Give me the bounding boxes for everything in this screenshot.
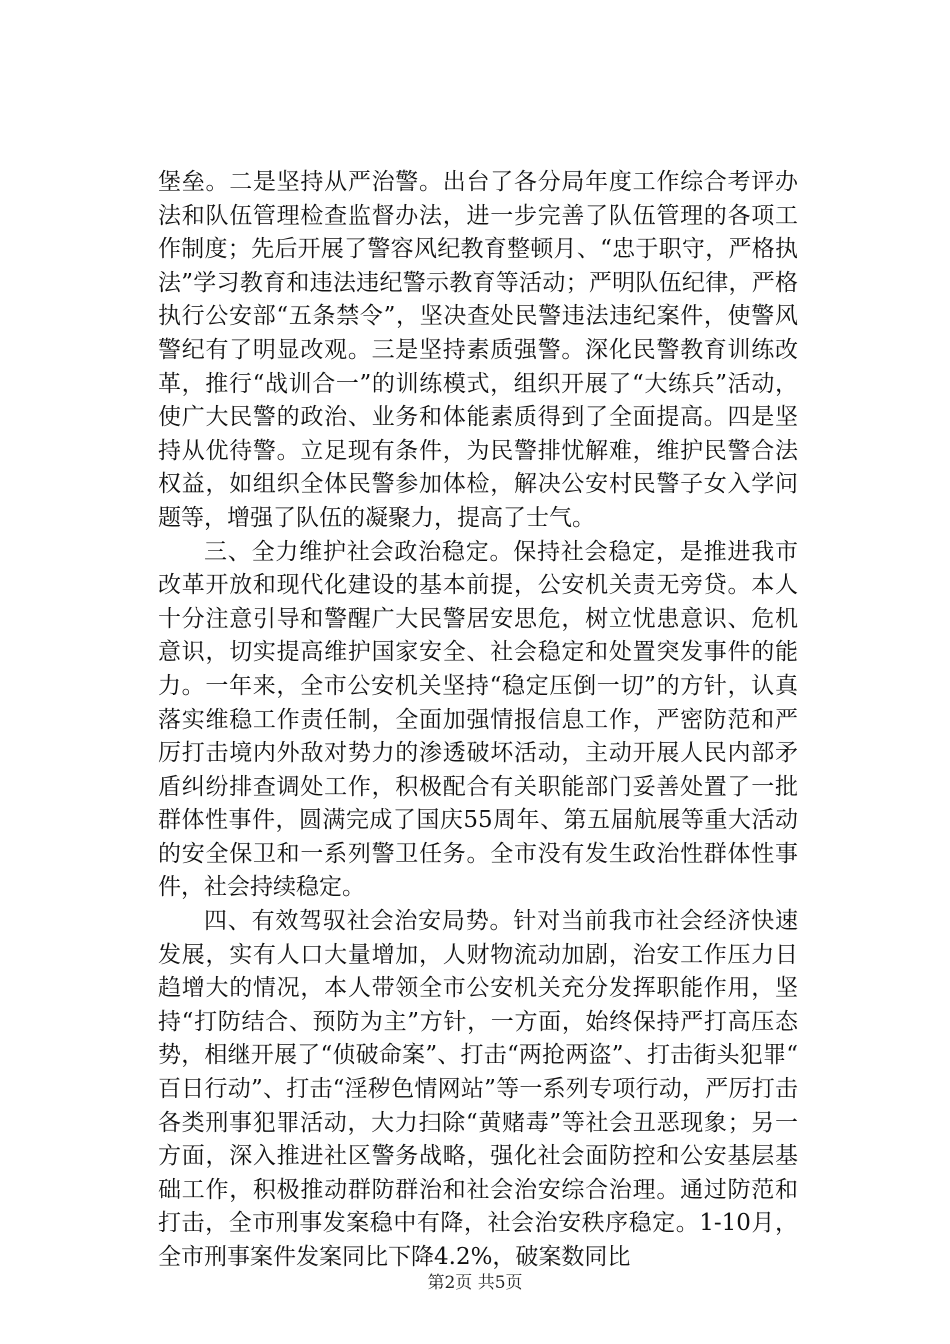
paragraph-1: 堡垒。二是坚持从严治警。出台了各分局年度工作综合考评办法和队伍管理检查监督办法，进一步完善了队伍管理的各项工作制度；先后开展了警容风纪教育整顿月、“忠于职守，严格执法”学习教育和违法违纪警示教育等活动；严明队伍纪律，严格执行公安部“五条禁令”，坚决查处民警违法违纪案件，使警风警纪有了明显改观。三是坚持素质强警。深化民警教育训练改革，推行“战训合一”的训练模式，组织开展了“大练兵”活动，使广大民警的政治、业务和体能素质得到了全面提高。四是坚持从优待警。立足现有条件，为民警排忧解难，维护民警合法权益，如组织全体民警参加体检，解决公安村民警子女入学问题等，增强了队伍的凝聚力，提高了士气。: [158, 169, 798, 531]
paragraph-2: 三、全力维护社会政治稳定。保持社会稳定，是推进我市改革开放和现代化建设的基本前提，公安机关责无旁贷。本人十分注意引导和警醒广大民警居安思危，树立忧患意识、危机意识，切实提高维护国家安全、社会稳定和处置突发事件的能力。一年来，全市公安机关坚持“稳定压倒一切”的方针，认真落实维稳工作责任制，全面加强情报信息工作，严密防范和严厉打击境内外敌对势力的渗透破坏活动，主动开展人民内部矛盾纠纷排查调处工作，积极配合有关职能部门妥善处置了一批群体性事件，圆满完成了国庆55周年、第五届航展等重大活动的安全保卫和一系列警卫任务。全市没有发生政治性群体性事件，社会持续稳定。: [158, 538, 798, 901]
page-number-label: 第2页 共5页: [427, 1273, 523, 1293]
document-body: [158, 166, 798, 1275]
page-footer: [0, 1268, 950, 1293]
paragraph-3: 四、有效驾驭社会治安局势。针对当前我市社会经济快速发展，实有人口大量增加，人财物流动加剧，治安工作压力日趋增大的情况，本人带领全市公安机关充分发挥职能作用，坚持“打防结合、预防为主”方针，一方面，始终保持严打高压态势，相继开展了“侦破命案”、打击“两抢两盗”、打击街头犯罪“百日行动”、打击“淫秽色情网站”等一系列专项行动，严厉打击各类刑事犯罪活动，大力扫除“黄赌毒”等社会丑恶现象；另一方面，深入推进社区警务战略，强化社会面防控和公安基层基础工作，积极推动群防群治和社会治安综合治理。通过防范和打击，全市刑事发案稳中有降，社会治安秩序稳定。1-10月，全市刑事案件发案同比下降4.2%，破案数同比: [158, 908, 798, 1270]
